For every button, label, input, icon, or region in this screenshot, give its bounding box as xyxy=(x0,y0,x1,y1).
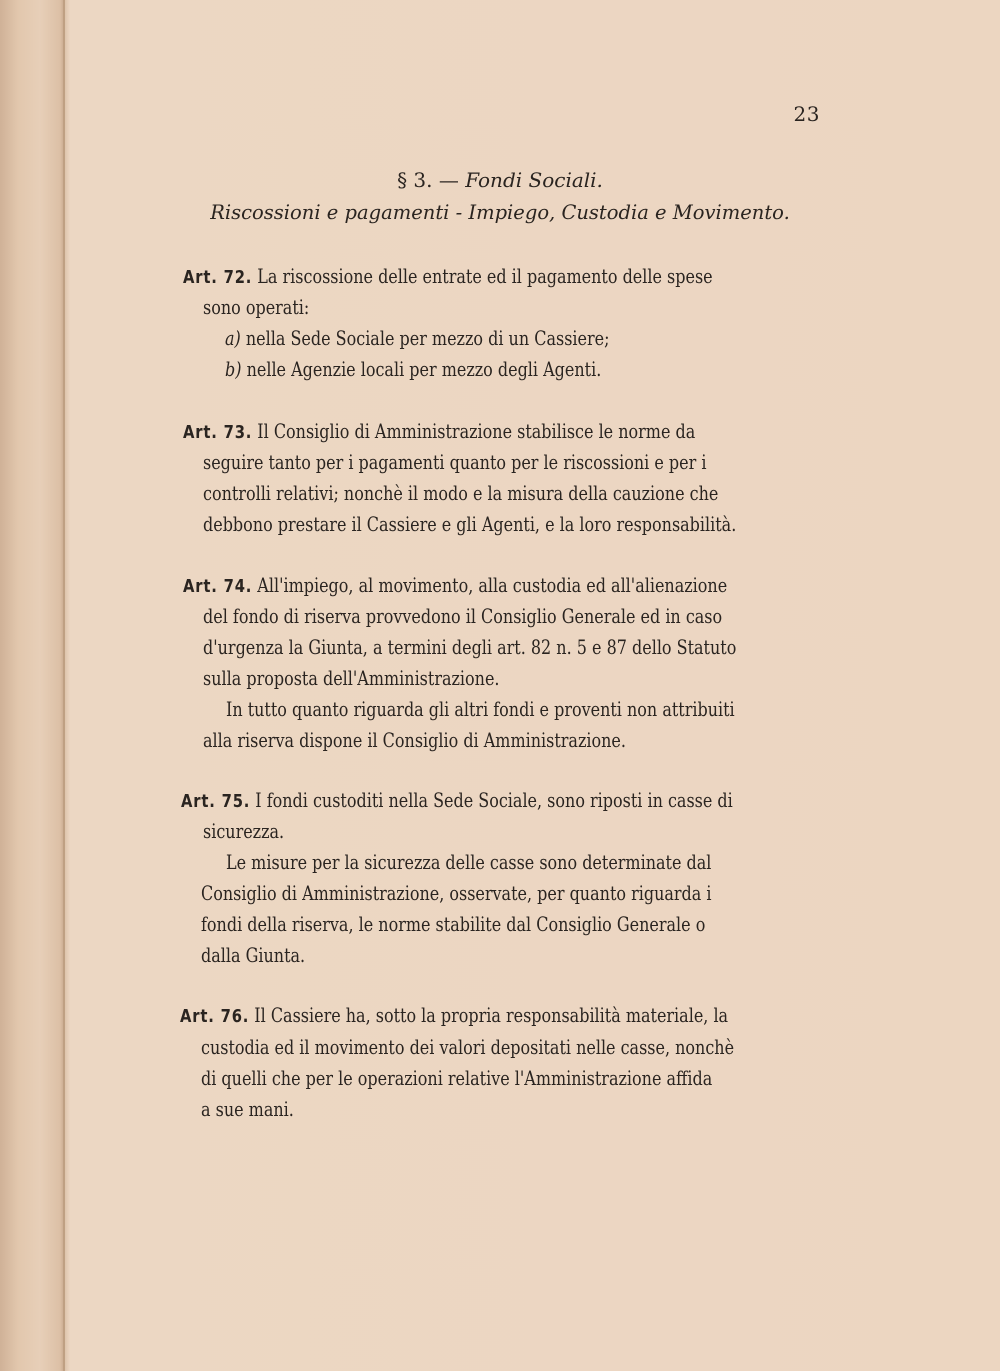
article-73-line-2: seguire tanto per i pagamenti quanto per le riscossioni e per i xyxy=(203,451,707,474)
article-74-line-2: del fondo di riserva provvedono il Consiglio Generale ed in caso xyxy=(203,605,723,628)
article-75-line-1 xyxy=(181,789,733,812)
article-75-line-6: dalla Giunta. xyxy=(201,944,306,967)
article-text: All'impiego, al movimento, alla custodia ed all'alienazione xyxy=(257,574,728,597)
article-75-line-3: Le misure per la sicurezza delle casse sono determinate dal xyxy=(226,851,712,874)
list-item-text: nella Sede Sociale per mezzo di un Cassiere; xyxy=(245,327,610,350)
article-75-line-4: Consiglio di Amministrazione, osservate, per quanto riguarda i xyxy=(201,882,712,905)
list-item-text: nelle Agenzie locali per mezzo degli Agenti. xyxy=(246,358,602,381)
article-label: Art. 72. xyxy=(183,267,253,288)
article-74-line-5: In tutto quanto riguarda gli altri fondi e proventi non attribuiti xyxy=(226,698,735,721)
article-76-line-3: di quelli che per le operazioni relative l'Amministrazione affida xyxy=(201,1067,713,1090)
article-label: Art. 74. xyxy=(183,576,253,597)
list-marker: b) xyxy=(225,358,242,381)
section-title: Fondi Sociali. xyxy=(465,168,603,192)
article-75-line-5: fondi della riserva, le norme stabilite dal Consiglio Generale o xyxy=(201,913,706,936)
article-72-item-b xyxy=(225,358,601,381)
article-text: I fondi custoditi nella Sede Sociale, sono riposti in casse di xyxy=(255,789,733,812)
article-72-line-1 xyxy=(183,265,713,288)
page-number: 23 xyxy=(793,102,820,126)
section-subtitle: Riscossioni e pagamenti - Impiego, Custodia e Movimento. xyxy=(210,201,790,224)
article-74-line-3: d'urgenza la Giunta, a termini degli art. 82 n. 5 e 87 dello Statuto xyxy=(203,636,737,659)
article-74-line-4: sulla proposta dell'Amministrazione. xyxy=(203,667,500,690)
article-76-line-1 xyxy=(180,1004,728,1027)
left-page-edge xyxy=(0,0,64,1371)
article-76-line-4: a sue mani. xyxy=(201,1098,294,1121)
article-text: La riscossione delle entrate ed il pagamento delle spese xyxy=(257,265,713,288)
book-gutter xyxy=(63,0,65,1371)
list-marker: a) xyxy=(225,327,241,350)
section-heading xyxy=(180,168,820,192)
article-75-line-2: sicurezza. xyxy=(203,820,285,843)
article-73-line-4: debbono prestare il Cassiere e gli Agenti, e la loro responsabilità. xyxy=(203,513,737,536)
article-74-line-6: alla riserva dispone il Consiglio di Amministrazione. xyxy=(203,729,626,752)
article-label: Art. 73. xyxy=(183,422,253,443)
article-73-line-3: controlli relativi; nonchè il modo e la misura della cauzione che xyxy=(203,482,719,505)
article-76-line-2: custodia ed il movimento dei valori depositati nelle casse, nonchè xyxy=(201,1036,735,1059)
article-label: Art. 76. xyxy=(180,1006,250,1027)
article-72-item-a xyxy=(225,327,609,350)
article-text: Il Cassiere ha, sotto la propria responsabilità materiale, la xyxy=(254,1004,729,1027)
article-72-line-2: sono operati: xyxy=(203,296,310,319)
article-label: Art. 75. xyxy=(181,791,251,812)
article-74-line-1 xyxy=(183,574,727,597)
section-number: § 3. — xyxy=(397,168,459,192)
article-text: Il Consiglio di Amministrazione stabilisce le norme da xyxy=(257,420,696,443)
article-73-line-1 xyxy=(183,420,695,443)
